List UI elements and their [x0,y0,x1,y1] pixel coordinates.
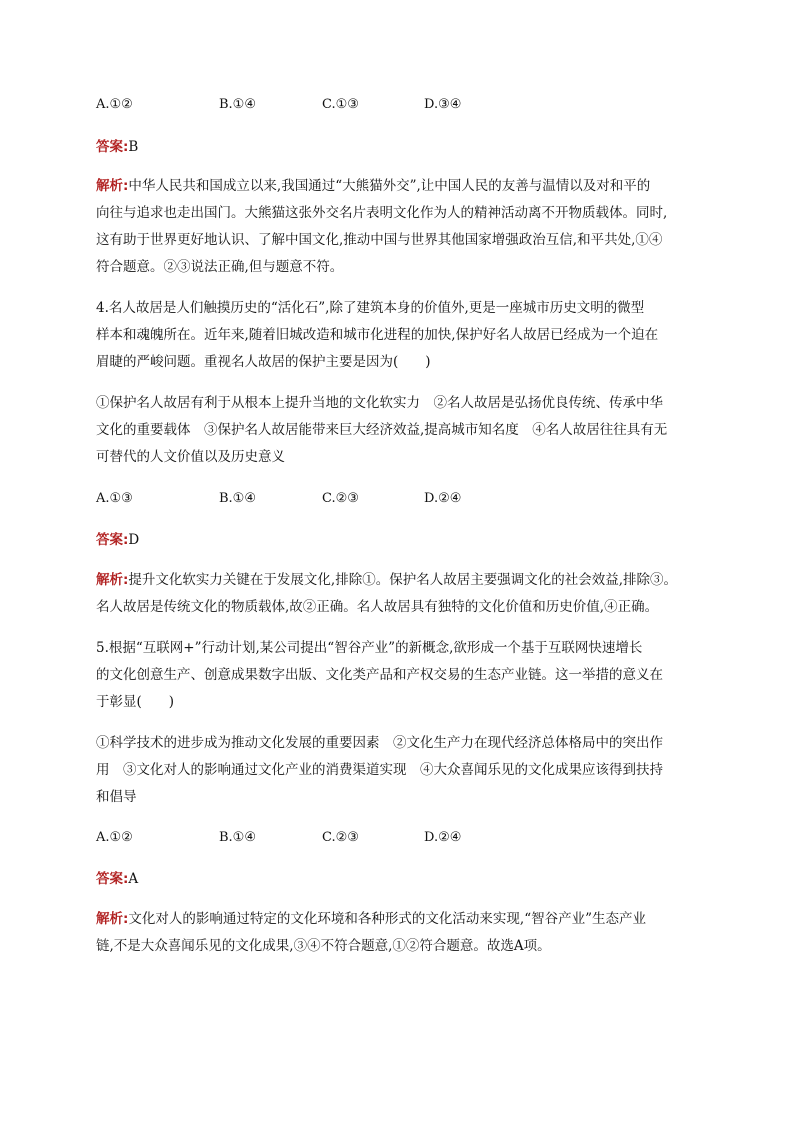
q3-answer-label: 答案: [96,139,129,155]
q3-option-a: A.①② [96,97,133,112]
q5-answer-value: A [128,871,139,887]
q4-answer-label: 答案: [96,532,129,548]
q4-explanation-text: 提升文化软实力关键在于发展文化,排除①。保护名人故居主要强调文化的社会效益,排除③。 [128,572,677,588]
q3-explanation-text: 中华人民共和国成立以来,我国通过“大熊猫外交”,让中国人民的友善与温情以及对和平的 [128,178,651,194]
q5-answer-label: 答案: [96,871,129,887]
q5-statement-line: 和倡导 [96,789,137,805]
q3-explanation-label: 解析: [96,178,129,194]
q4-option-d: D.②④ [424,491,462,506]
q5-explanation-line: 链,不是大众喜闻乐见的文化成果,③④不符合题意,①②符合题意。故选A项。 [96,938,551,954]
q5-statement-line: 用 ③文化对人的影响通过文化产业的消费渠道实现 ④大众喜闻乐见的文化成果应该得到扶持 [96,762,663,778]
q3-answer-value: B [128,139,139,155]
q3-answer [96,138,138,156]
q4-explanation-label: 解析: [96,572,129,588]
q5-statement-line: ①科学技术的进步成为推动文化发展的重要因素 ②文化生产力在现代经济总体格局中的突出作 [96,735,663,751]
q5-explanation-line [96,910,646,928]
q4-statement-line: ①保护名人故居有利于从根本上提升当地的文化软实力 ②名人故居是弘扬优良传统、传承中华 [96,395,663,411]
q5-explanation-label: 解析: [96,911,129,927]
q4-stem-line: 4.名人故居是人们触摸历史的“活化石”,除了建筑本身的价值外,更是一座城市历史文明的微型 [96,300,645,316]
q3-explanation-line: 这有助于世界更好地认识、了解中国文化,推动中国与世界其他国家增强政治互信,和平共处,①④ [96,232,663,248]
q4-explanation-line: 名人故居是传统文化的物质载体,故②正确。名人故居具有独特的文化价值和历史价值,④正确。 [96,599,659,615]
q4-option-a: A.①③ [96,491,133,506]
q5-option-a: A.①② [96,830,133,845]
q3-explanation-line [96,177,650,195]
q4-answer-value: D [128,532,140,548]
q5-option-d: D.②④ [424,830,462,845]
q5-option-c: C.②③ [322,830,359,845]
q4-option-b: B.①④ [219,491,256,506]
q5-stem-line: 于彰显( ) [96,694,175,710]
q4-stem-line: 眉睫的严峻问题。重视名人故居的保护主要是因为( ) [96,354,431,370]
q3-option-d: D.③④ [424,97,462,112]
q3-explanation-line: 符合题意。②③说法正确,但与题意不符。 [96,259,344,275]
q3-option-b: B.①④ [219,97,256,112]
q5-explanation-text: 文化对人的影响通过特定的文化环境和各种形式的文化活动来实现,“智谷产业”生态产业 [128,911,646,927]
q5-answer [96,870,138,888]
q5-stem-line: 的文化创意生产、创意成果数字出版、文化类产品和产权交易的生态产业链。这一举措的意义在 [96,667,663,683]
q5-option-b: B.①④ [219,830,256,845]
q3-option-c: C.①③ [322,97,359,112]
q4-statement-line: 可替代的人文价值以及历史意义 [96,449,285,465]
q5-stem-line: 5.根据“互联网+”行动计划,某公司提出“智谷产业”的新概念,欲形成一个基于互联网快速增长 [96,640,643,656]
q4-statement-line: 文化的重要载体 ③保护名人故居能带来巨大经济效益,提高城市知名度 ④名人故居往往具有无 [96,422,668,438]
q4-option-c: C.②③ [322,491,359,506]
q3-explanation-line: 向往与追求也走出国门。大熊猫这张外交名片表明文化作为人的精神活动离不开物质载体。同时, [96,205,668,221]
q4-answer [96,531,139,549]
q4-stem-line: 样本和魂魄所在。近年来,随着旧城改造和城市化进程的加快,保护好名人故居已经成为一个迫在 [96,327,659,343]
q4-explanation-line [96,571,677,589]
